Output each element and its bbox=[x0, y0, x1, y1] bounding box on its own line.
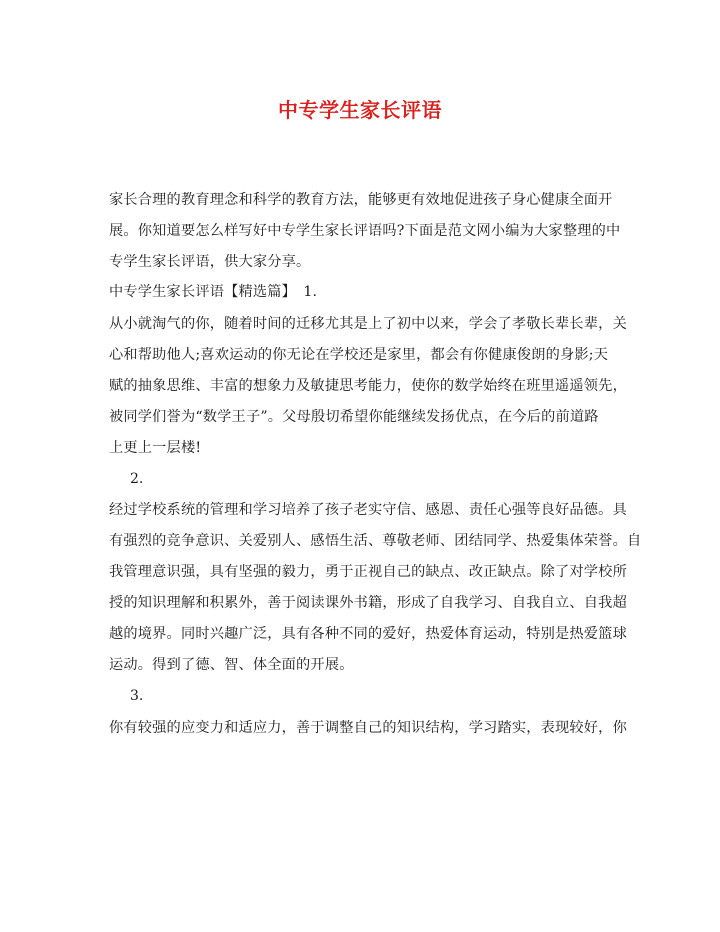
section-heading: 中专学生家长评语【精选篇】 1. bbox=[109, 284, 318, 300]
item-number-2: 2. bbox=[130, 471, 144, 487]
comment-2-line-6: 运动。得到了德、智、体全面的开展。 bbox=[109, 657, 354, 673]
intro-line-3: 专学生家长评语，供大家分享。 bbox=[109, 254, 311, 270]
page-title: 中专学生家长评语 bbox=[278, 98, 442, 122]
intro-line-1: 家长合理的教育理念和科学的教育方法，能够更有效地促进孩子身心健康全面开 bbox=[109, 192, 613, 208]
comment-1-line-3: 赋的抽象思维、丰富的想象力及敏捷思考能力，使你的数学始终在班里遥遥领先， bbox=[109, 378, 627, 394]
comment-2-line-4: 授的知识理解和积累外，善于阅读课外书籍，形成了自我学习、自我自立、自我超 bbox=[109, 595, 627, 611]
comment-2-line-5: 越的境界。同时兴趣广泛，具有各种不同的爱好，热爱体育运动，特别是热爱篮球 bbox=[109, 626, 627, 642]
comment-1-line-1: 从小就淘气的你，随着时间的迁移尤其是上了初中以来，学会了孝敬长辈长辈，关 bbox=[109, 316, 627, 332]
comment-3-line-1: 你有较强的应变力和适应力，善于调整自己的知识结构，学习踏实，表现较好，你 bbox=[109, 720, 627, 736]
item-number-3: 3. bbox=[130, 688, 144, 704]
comment-1-line-5: 上更上一层楼! bbox=[109, 440, 202, 456]
intro-line-2: 展。你知道要怎么样写好中专学生家长评语吗?下面是范文网小编为大家整理的中 bbox=[109, 223, 621, 239]
comment-2-line-2: 有强烈的竞争意识、关爱别人、感悟生活、尊敬老师、团结同学、热爱集体荣誉。自 bbox=[109, 533, 642, 549]
comment-2-line-3: 我管理意识强，具有坚强的毅力，勇于正视自己的缺点、改正缺点。除了对学校所 bbox=[109, 564, 627, 580]
comment-1-line-2: 心和帮助他人;喜欢运动的你无论在学校还是家里，都会有你健康俊朗的身影;天 bbox=[109, 347, 609, 363]
comment-1-line-4: 被同学们誉为“数学王子”。父母殷切希望你能继续发扬优点，在今后的前道路 bbox=[109, 409, 599, 425]
comment-2-line-1: 经过学校系统的管理和学习培养了孩子老实守信、感恩、责任心强等良好品德。具 bbox=[109, 502, 627, 518]
